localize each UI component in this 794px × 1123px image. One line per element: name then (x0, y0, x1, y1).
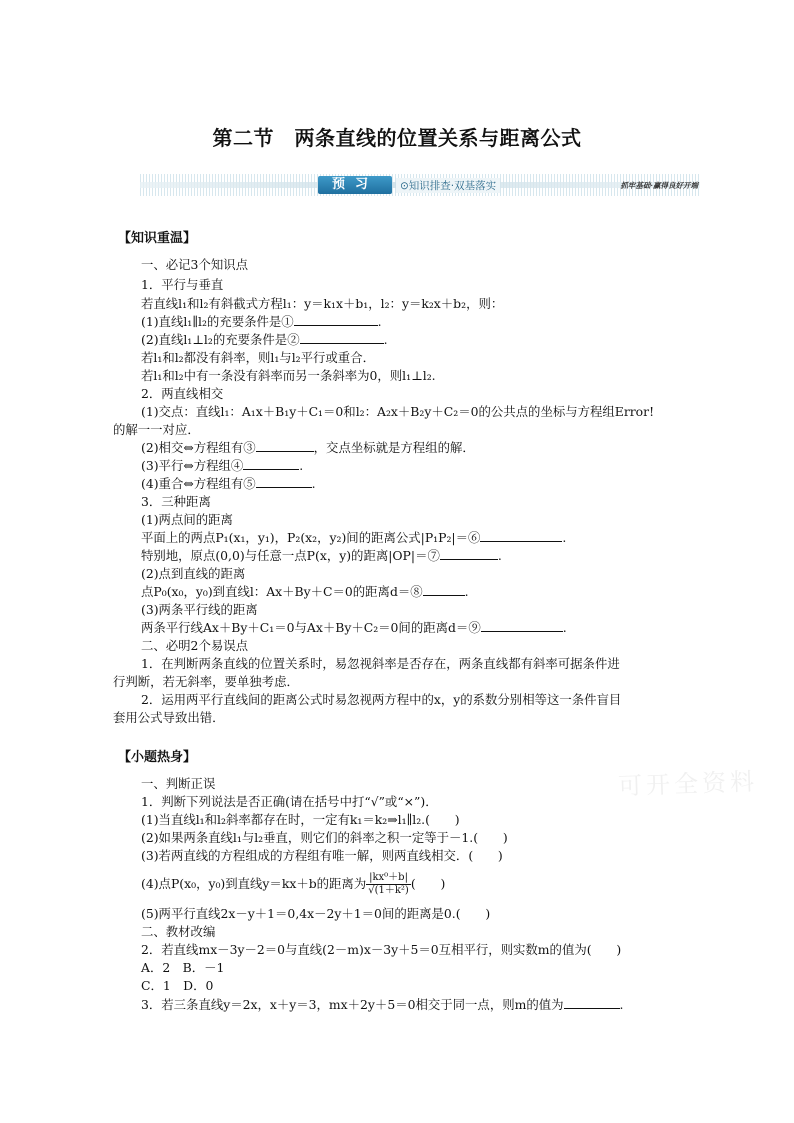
text-line: 若l₁和l₂都没有斜率，则l₁与l₂平行或重合． (141, 350, 375, 365)
text-line: 1．判断下列说法是否正确(请在括号中打“√”或“×”)． (141, 794, 438, 809)
banner-tag: 预习 (318, 176, 392, 194)
answer-blank (423, 583, 465, 596)
text-segment: 特别地，原点(0,0)与任意一点P(x，y)的距离|OP|＝⑦ (141, 548, 440, 563)
text-line: 二、教材改编 (141, 924, 216, 939)
text-line: (1)交点：直线l₁：A₁x＋B₁y＋C₁＝0和l₂：A₂x＋B₂y＋C₂＝0的公共点的坐标与方程组Error! (141, 404, 655, 419)
text-segment: (4)重合⇔方程组有⑤ (141, 476, 256, 491)
text-line: 平面上的两点P₁(x₁，y₁)，P₂(x₂，y₂)间的距离公式|P₁P₂|＝⑥ . (141, 530, 567, 545)
text-line: (2)点到直线的距离 (141, 566, 246, 581)
text-segment: (1)直线l₁∥l₂的充要条件是① (141, 314, 294, 329)
answer-blank (480, 529, 562, 542)
text-line: 2．若直线mx－3y－2＝0与直线(2－m)x－3y＋5＝0互相平行，则实数m的值为( ) (141, 942, 622, 957)
text-line: 3．若三条直线y＝2x，x＋y＝3，mx＋2y＋5＝0相交于同一点，则m的值为 . (141, 997, 624, 1012)
text-line: 若l₁和l₂中有一条没有斜率而另一条斜率为0，则l₁⊥l₂. (141, 368, 436, 383)
text-segment: (2)直线l₁⊥l₂的充要条件是② (141, 332, 300, 347)
text-line: 2．两直线相交 (141, 386, 224, 401)
text-line: 一、判断正误 (141, 776, 216, 791)
text-segment: 3．若三条直线y＝2x，x＋y＝3，mx＋2y＋5＝0相交于同一点，则m的值为 (141, 997, 564, 1012)
text-line: (3)平行⇔方程组④ . (141, 458, 304, 473)
fraction-denominator: √(1＋k²) (368, 885, 409, 896)
text-line: (3)两条平行线的距离 (141, 602, 258, 617)
text-segment: 平面上的两点P₁(x₁，y₁)，P₂(x₂，y₂)间的距离公式|P₁P₂|＝⑥ (141, 530, 481, 545)
text-segment: 点P₀(x₀，y₀)到直线l：Ax＋By＋C＝0的距离d＝⑧ (141, 584, 423, 599)
text-line: 3．三种距离 (141, 494, 211, 509)
text-line: 二、必明2个易误点 (141, 638, 249, 653)
text-line: 的解一一对应． (113, 422, 200, 437)
text-line: 点P₀(x₀，y₀)到直线l：Ax＋By＋C＝0的距离d＝⑧ . (141, 584, 469, 599)
answer-blank (256, 475, 312, 488)
text-segment: 两条平行线Ax＋By＋C₁＝0与Ax＋By＋C₂＝0间的距离d＝⑨ (141, 620, 481, 635)
answer-blank (481, 619, 563, 632)
text-line: (4)重合⇔方程组有⑤ . (141, 476, 316, 491)
text-segment: ( ) (410, 876, 446, 891)
text-line: (2)如果两条直线l₁与l₂垂直，则它们的斜率之积一定等于－1.( ) (141, 830, 508, 845)
answer-blank (294, 313, 378, 326)
text-line: 行判断，若无斜率，要单独考虑． (113, 674, 299, 689)
text-segment: (2)相交⇔方程组有③ (141, 440, 256, 455)
text-line: 一、必记3个知识点 (141, 257, 249, 272)
watermark: 可开全资料 (617, 767, 759, 801)
text-line: 1．平行与垂直 (141, 277, 224, 292)
answer-blank (300, 331, 384, 344)
banner-subtitle: ⊙知识排查·双基落实 (396, 178, 500, 193)
text-line: (2)直线l₁⊥l₂的充要条件是② . (141, 332, 388, 347)
text-line (141, 870, 445, 898)
text-line: 若直线l₁和l₂有斜截式方程l₁：y＝k₁x＋b₁，l₂：y＝k₂x＋b₂，则： (141, 296, 504, 311)
text-line: (5)两平行直线2x－y＋1＝0,4x－2y＋1＝0间的距离是0.( ) (141, 906, 491, 921)
text-segment: (3)平行⇔方程组④ (141, 458, 244, 473)
preview-banner (140, 174, 700, 196)
banner-right-text: 抓牢基础·赢得良好开端 (620, 181, 698, 190)
text-line: 特别地，原点(0,0)与任意一点P(x，y)的距离|OP|＝⑦ . (141, 548, 502, 563)
text-line: 1．在判断两条直线的位置关系时，易忽视斜率是否存在，两条直线都有斜率可据条件进 (141, 656, 620, 671)
text-line: A．2 B．－1 (141, 960, 225, 975)
text-line: 两条平行线Ax＋By＋C₁＝0与Ax＋By＋C₂＝0间的距离d＝⑨ . (141, 620, 567, 635)
section-heading: 【小题热身】 (118, 750, 197, 765)
page-title: 第二节 两条直线的位置关系与距离公式 (212, 126, 582, 150)
text-line: (1)直线l₁∥l₂的充要条件是① . (141, 314, 382, 329)
answer-blank (440, 547, 498, 560)
distance-fraction (366, 872, 411, 897)
answer-blank (256, 439, 314, 452)
text-segment: ，交点坐标就是方程组的解． (313, 440, 475, 455)
answer-blank (564, 996, 620, 1009)
section-heading: 【知识重温】 (118, 231, 197, 246)
fraction-numerator: |kx⁰＋b| (366, 872, 411, 885)
text-line (141, 439, 475, 456)
text-line: 套用公式导致出错． (113, 710, 225, 725)
answer-blank (243, 457, 299, 470)
text-line: 2．运用两平行直线间的距离公式时易忽视两方程中的x，y的系数分别相等这一条件盲目 (141, 692, 622, 707)
text-line: (3)若两直线的方程组成的方程组有唯一解，则两直线相交．( ) (141, 848, 503, 863)
text-segment: (4)点P(x₀，y₀)到直线y＝kx＋b的距离为 (141, 876, 367, 891)
text-line: (1)两点间的距离 (141, 512, 233, 527)
text-line: C．1 D．0 (141, 978, 214, 993)
text-line: (1)当直线l₁和l₂斜率都存在时，一定有k₁＝k₂⇒l₁∥l₂.( ) (141, 812, 460, 827)
